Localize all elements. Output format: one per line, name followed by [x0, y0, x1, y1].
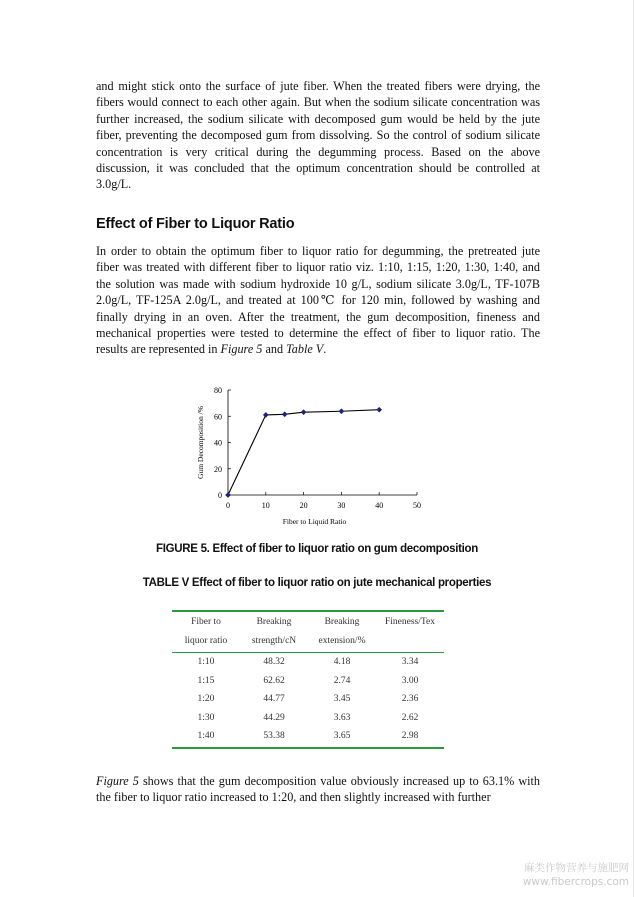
table-cell: 48.32	[263, 657, 285, 667]
conjunction-text: and	[262, 342, 287, 357]
data-point	[282, 412, 287, 417]
y-tick-label: 60	[214, 412, 222, 422]
section-heading: Effect of Fiber to Liquor Ratio	[96, 216, 295, 232]
table-cell: 1:40	[197, 731, 215, 741]
table-cell: 2.74	[333, 675, 351, 686]
chart-svg	[186, 380, 436, 530]
x-tick-label: 40	[375, 501, 384, 510]
paragraph-results	[96, 773, 540, 806]
table-cell: 2.62	[401, 712, 419, 723]
y-tick-label: 20	[214, 464, 222, 474]
table-reference: Table V	[286, 342, 324, 357]
table-cell: 4.18	[333, 657, 351, 667]
series-line	[228, 410, 379, 495]
header-line: Breaking	[256, 617, 292, 627]
table-cell: 44.29	[263, 712, 285, 723]
table-cell: 3.65	[333, 731, 351, 741]
table-cell: 2.36	[401, 694, 419, 704]
figure-reference: Figure 5	[220, 342, 263, 357]
header-line: liquor ratio	[184, 636, 228, 646]
table-header-fineness	[376, 613, 444, 632]
table-cell: 53.38	[263, 731, 285, 741]
table-header-breaking-extension	[308, 613, 376, 651]
x-tick-label: 0	[226, 501, 230, 510]
header-line: Breaking	[324, 617, 360, 627]
header-line: strength/cN	[251, 636, 297, 646]
header-line: Fiber to	[191, 617, 221, 627]
data-point	[339, 409, 344, 414]
header-line: Fineness/Tex	[385, 617, 435, 627]
x-tick-label: 20	[299, 501, 308, 510]
x-tick-label: 50	[413, 501, 421, 510]
paragraph-results-text: shows that the gum decomposition value obviously increased up to 63.1% with the fiber to liquor ratio increased to 1:20, and then slightly increased with further	[96, 774, 540, 805]
sentence-end: .	[323, 342, 327, 357]
table-cell: 3.63	[333, 712, 351, 723]
paragraph-method-text: In order to obtain the optimum fiber to liquor ratio for degumming, the pretreated jute fiber was treated with different fiber to liquor ratio viz. 1:10, 1:15, 1:20, 1:30, 1:40, and the solution was made with sodium hydroxide 10 g/L, sodium silicate 3.0g/L, TF-107B 2.0g/L, TF-125A 2.0g/L, and treated at 100℃ for 120 min, followed by washing and finally drying in an oven. After the treatment, the gum decomposition, fineness and mechanical properties were tested to determine the effect of fiber to liquor ratio. The results are represented in	[96, 244, 540, 357]
y-axis-label: Gum Decomposition /%	[196, 406, 205, 479]
data-point	[263, 412, 268, 417]
site-watermark	[523, 861, 629, 889]
paragraph-method	[96, 243, 540, 358]
x-tick-label: 10	[261, 501, 270, 510]
y-tick-label: 0	[218, 491, 222, 500]
x-axis-label: Fiber to Liquid Ratio	[282, 517, 347, 526]
data-point	[225, 492, 230, 497]
table-cell: 3.34	[401, 657, 419, 667]
figure-caption: FIGURE 5. Effect of fiber to liquor ratio on gum decomposition	[156, 543, 478, 555]
table-top-rule	[172, 610, 444, 612]
y-tick-label: 80	[214, 386, 222, 395]
table-cell: 1:20	[197, 694, 215, 704]
table-cell: 3.45	[333, 694, 351, 704]
table-cell: 2.98	[401, 731, 419, 741]
data-point	[301, 410, 306, 415]
data-point	[377, 407, 382, 412]
table-bottom-rule	[172, 747, 444, 749]
table-caption: TABLE V Effect of fiber to liquor ratio on jute mechanical properties	[142, 577, 492, 589]
gum-decomposition-chart	[186, 380, 436, 530]
table-cell: 1:30	[197, 712, 215, 723]
header-line: extension/%	[318, 636, 366, 646]
table-cell: 62.62	[263, 675, 285, 686]
watermark-url: www.fibercrops.com	[522, 876, 629, 888]
table-cell: 1:15	[197, 675, 215, 686]
y-tick-label: 40	[214, 438, 222, 448]
table-cell: 1:10	[197, 657, 215, 667]
figure-reference: Figure 5	[96, 774, 139, 788]
table-header-rule	[172, 652, 444, 653]
table-cell: 44.77	[263, 694, 285, 704]
table-header-breaking-strength	[240, 613, 308, 651]
paragraph-intro: and might stick onto the surface of jute fiber. When the treated fibers were drying, the fibers would connect to each other again. But when the sodium silicate concentration was further increased, the sodium silicate with decomposed gum would be held by the jute fiber, preventing the decomposed gum from dissolving. So the control of sodium silicate concentration is very critical during the degumming process. Based on the above discussion, it was concluded that the optimum concentration should be controlled at 3.0g/L.	[96, 79, 540, 192]
x-tick-label: 30	[337, 501, 346, 510]
table-cell: 3.00	[401, 675, 419, 686]
watermark-chinese: 麻类作物营养与施肥网	[524, 862, 629, 874]
table-header-fiber-ratio	[172, 613, 240, 651]
